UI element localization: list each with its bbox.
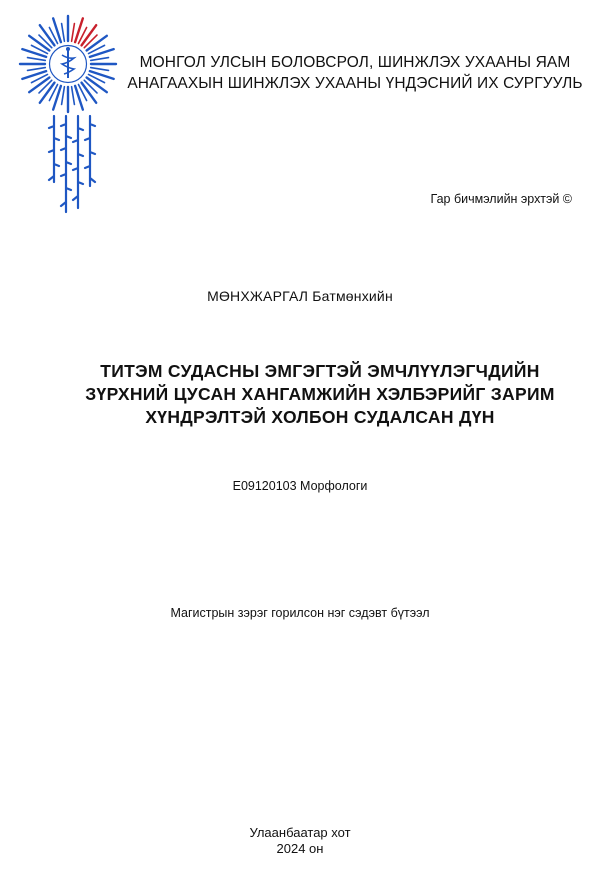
thesis-title-line-1: ТИТЭМ СУДАСНЫ ЭМГЭГТЭЙ ЭМЧЛҮҮЛЭГЧДИЙН [100, 361, 540, 381]
university-name: АНАГААХЫН ШИНЖЛЭХ УХААНЫ ҮНДЭСНИЙ ИХ СУРГУУЛЬ [127, 75, 583, 92]
emblem-ray [28, 58, 46, 61]
author-name: МӨНХЖАРГАЛ Батмөнхийн [207, 288, 393, 304]
emblem-ray [39, 80, 52, 93]
institution-header [120, 52, 590, 94]
copyright-notice: Гар бичмэлийн эрхтэй © [430, 192, 572, 206]
emblem-ray [72, 24, 75, 42]
specialty-code: E09120103 Морфологи [232, 479, 368, 493]
thesis-title-line-2: ЗҮРХНИЙ ЦУСАН ХАНГАМЖИЙН ХЭЛБЭРИЙГ ЗАРИМ [85, 384, 555, 404]
emblem-ray [91, 68, 109, 71]
thesis-title-line-3: ХҮНДРЭЛТЭЙ ХОЛБОН СУДАЛСАН ДҮН [145, 407, 495, 427]
emblem-ray [62, 87, 65, 105]
year: 2024 он [276, 841, 324, 856]
emblem-ray [84, 35, 97, 48]
emblem-ray [91, 58, 109, 61]
emblem-ray [84, 80, 97, 93]
emblem-ray [28, 68, 46, 71]
ministry-name: МОНГОЛ УЛСЫН БОЛОВСРОЛ, ШИНЖЛЭХ УХААНЫ ЯАМ [139, 54, 571, 71]
emblem-ray [62, 24, 65, 42]
emblem-ray [39, 35, 52, 48]
emblem-ray [72, 87, 75, 105]
thesis-title [60, 360, 580, 429]
place: Улаанбаатар хот [249, 825, 351, 840]
degree-statement: Магистрын зэрэг горилсон нэг сэдэвт бүтээл [170, 606, 430, 620]
place-and-year [0, 825, 600, 857]
university-emblem-icon [18, 14, 118, 114]
mongolian-script-logo-text [42, 112, 102, 222]
